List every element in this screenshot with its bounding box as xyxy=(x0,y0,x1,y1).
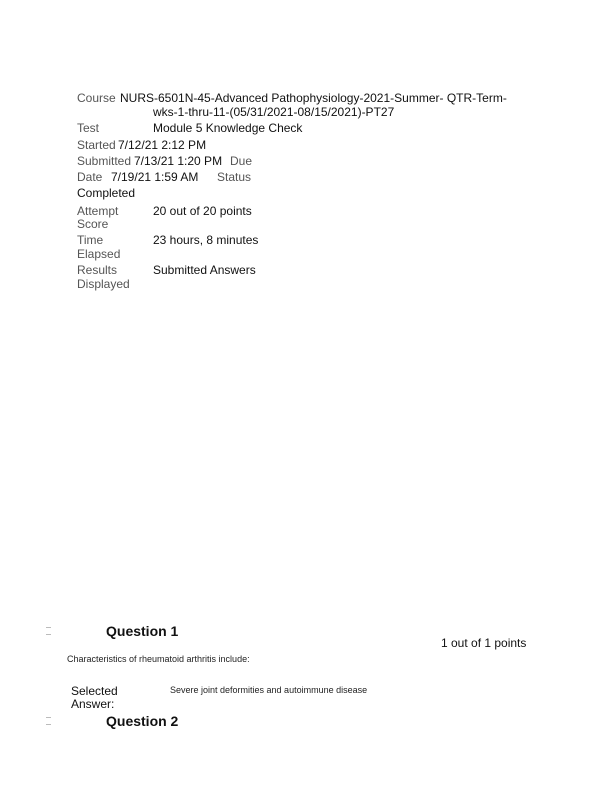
submitted-label: Submitted xyxy=(77,154,132,168)
results-displayed-value: Submitted Answers xyxy=(153,263,256,277)
time-elapsed-label-line1: Time xyxy=(77,233,104,247)
test-label: Test xyxy=(77,121,100,135)
status-label: Status xyxy=(217,170,252,184)
course-label: Course xyxy=(77,91,116,105)
time-elapsed-value: 23 hours, 8 minutes xyxy=(153,233,259,247)
question-2-title: Question 2 xyxy=(106,713,179,729)
question-1-prompt: Characteristics of rheumatoid arthritis include: xyxy=(67,654,250,664)
question-toggle-icon[interactable] xyxy=(46,717,51,725)
question-toggle-icon[interactable] xyxy=(46,627,51,635)
results-displayed-label-line1: Results xyxy=(77,263,118,277)
course-name-line2: wks-1-thru-11-(05/31/2021-08/15/2021)-PT27 xyxy=(153,105,395,119)
test-name: Module 5 Knowledge Check xyxy=(153,121,303,135)
attempt-score-value: 20 out of 20 points xyxy=(153,204,252,218)
selected-answer-label-line1: Selected xyxy=(71,684,118,698)
submitted-value: 7/13/21 1:20 PM xyxy=(134,154,223,168)
attempt-score-label-line2: Score xyxy=(77,217,109,231)
due-date-label: Date xyxy=(77,170,103,184)
attempt-score-label-line1: Attempt xyxy=(77,204,119,218)
time-elapsed-label-line2: Elapsed xyxy=(77,247,121,261)
question-1-title: Question 1 xyxy=(106,623,179,639)
results-displayed-label-line2: Displayed xyxy=(77,277,130,291)
question-1-points: 1 out of 1 points xyxy=(441,636,527,650)
started-value: 7/12/21 2:12 PM xyxy=(118,138,207,152)
selected-answer-text: Severe joint deformities and autoimmune disease xyxy=(170,685,368,695)
started-label: Started xyxy=(77,138,116,152)
status-value: Completed xyxy=(77,186,136,200)
course-name-line1: NURS-6501N-45-Advanced Pathophysiology-2021-Summer- QTR-Term- xyxy=(120,91,507,105)
selected-answer-label-line2: Answer: xyxy=(71,697,115,711)
due-date-value: 7/19/21 1:59 AM xyxy=(111,170,199,184)
due-label: Due xyxy=(230,154,253,168)
